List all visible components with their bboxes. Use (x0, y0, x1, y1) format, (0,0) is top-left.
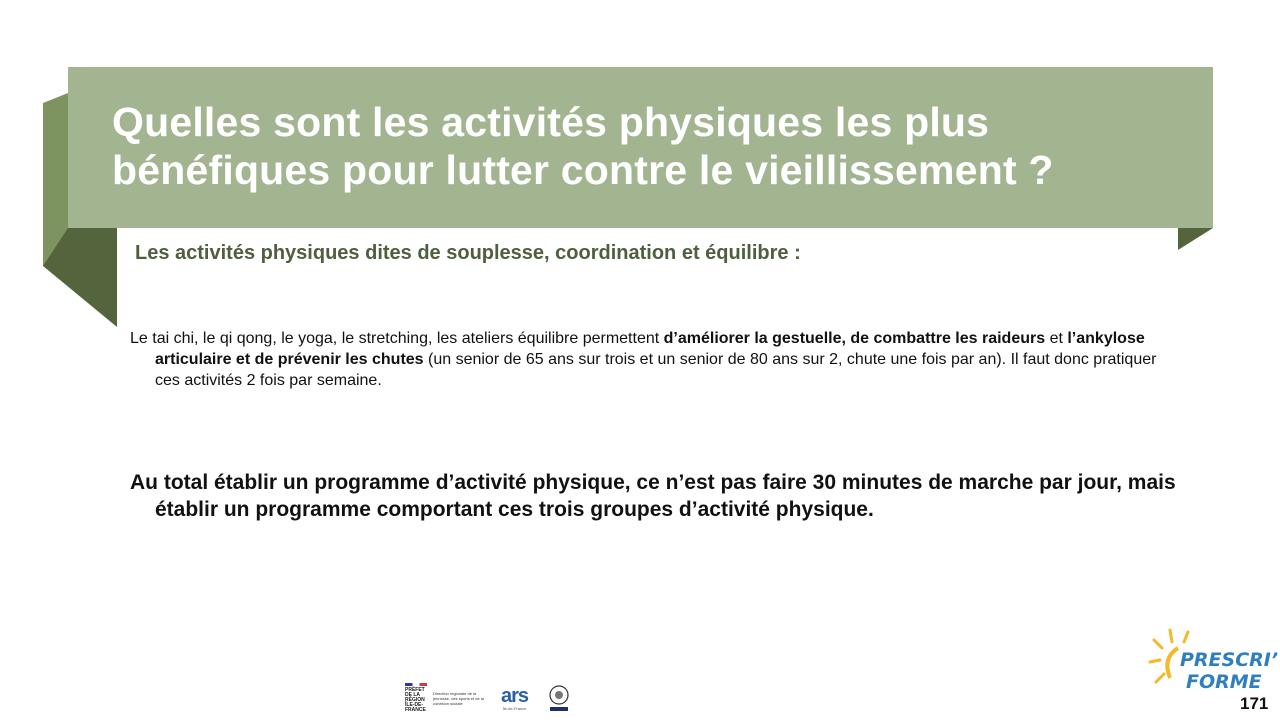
prefet-label: PRÉFET DE LA RÉGION ÎLE-DE-FRANCE (405, 687, 426, 713)
banner-fold-right (1178, 228, 1213, 250)
slide-subtitle: Les activités physiques dites de souplesse, coordination et équilibre : (135, 242, 801, 264)
seal-icon (544, 683, 574, 713)
marianne-icon (405, 683, 427, 713)
body-paragraph (130, 328, 1165, 391)
slide-title: Quelles sont les activités physiques les plus bénéfiques pour lutter contre le vieillissement ? (112, 99, 1054, 193)
body-bold-1: d’améliorer la gestuelle, de combattre les raideurs (663, 330, 1046, 347)
prescri-line-1: PRESCRI’ (1180, 649, 1279, 671)
body-text-1: Le tai chi, le qi qong, le yoga, le stretching, les ateliers équilibre permettent (130, 330, 664, 347)
body-text-3: (un senior de 65 ans sur trois et un senior de 80 ans sur 2, chute une fois par an). Il faut donc pratiquer ces activités 2 fois par semaine. (155, 351, 1157, 389)
ars-label: ars (501, 684, 529, 707)
body-bold-2: l’ankylose articulaire et de prévenir les chutes (155, 330, 1145, 368)
prescriforme-logo (1180, 649, 1279, 693)
footer-logos (405, 680, 705, 716)
ars-sub: Île-de-France (502, 705, 527, 711)
prefet-logo (405, 683, 485, 713)
prescri-line-2: FORME (1186, 671, 1262, 693)
ars-logo (501, 686, 528, 711)
body-text-2: et (1045, 330, 1068, 347)
prefet-description: Direction régionale de la jeunesse, des sports et de la cohésion sociale (433, 690, 484, 706)
conclusion-paragraph: Au total établir un programme d’activité physique, ce n’est pas faire 30 minutes de marche par jour, mais établir un programme comportant ces trois groupes d’activité physique. (130, 471, 1176, 521)
page-number: 171 (1240, 694, 1269, 713)
